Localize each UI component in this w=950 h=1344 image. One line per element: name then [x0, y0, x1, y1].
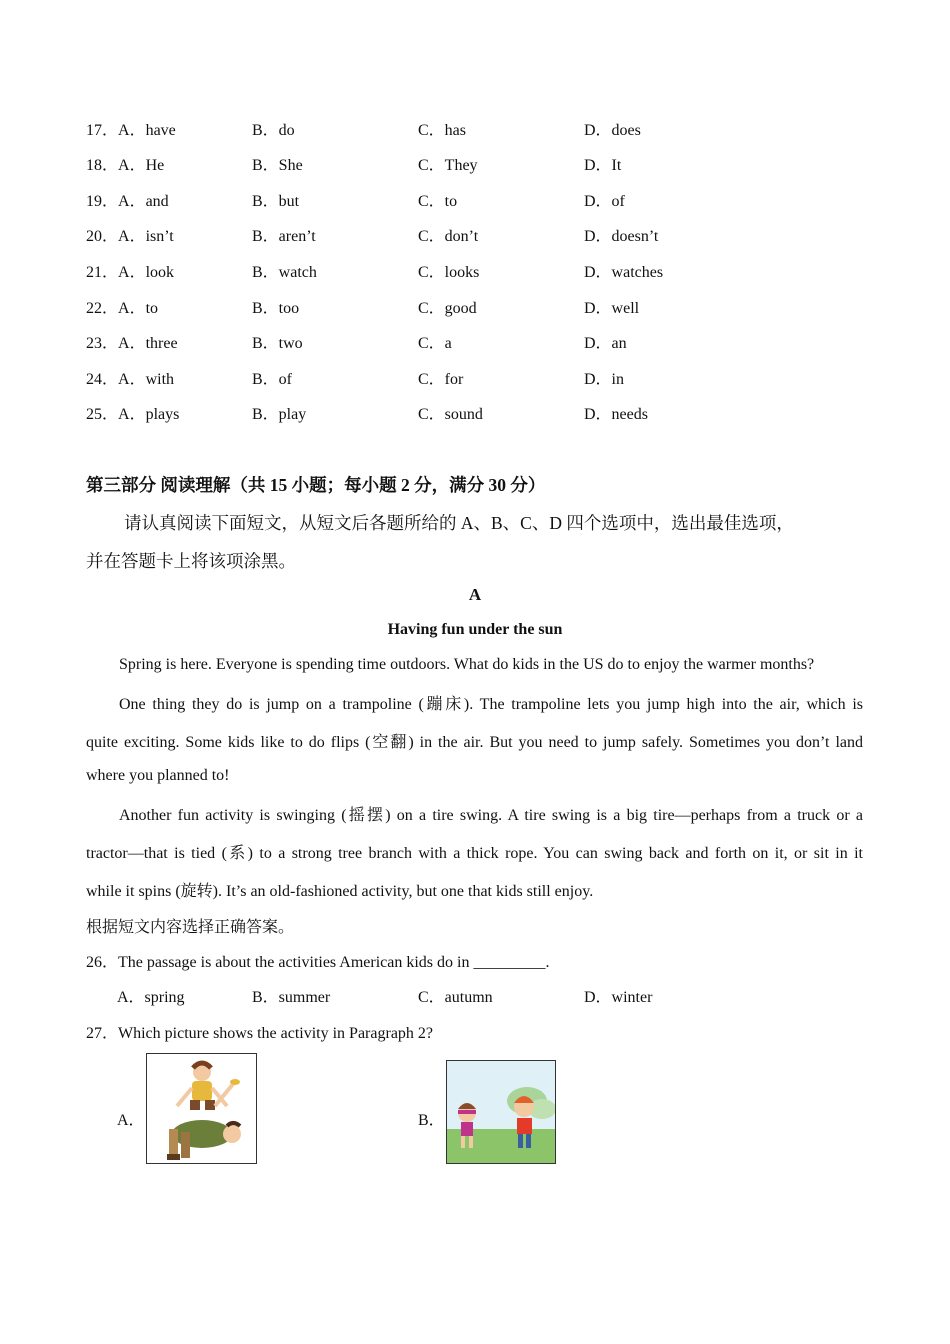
question-number: 21．A．look [86, 264, 175, 281]
option-row-21 [0, 259, 950, 281]
option-row-23 [0, 330, 950, 352]
option-c: C．good [418, 300, 477, 317]
option-c: C．sound [418, 406, 483, 423]
option-row-19 [0, 188, 950, 210]
passage-line-4: where you planned to! [86, 767, 230, 784]
passage-title: Having fun under the sun [387, 621, 563, 638]
option-b: B．do [252, 122, 295, 139]
option-d: D．well [584, 300, 640, 317]
option-b: B．but [252, 193, 300, 210]
passage-line-2: One thing they do is jump on a trampoline (蹦床). The trampoline lets you jump high into the air, which is [119, 696, 863, 713]
passage-letter: A [468, 585, 482, 604]
q26-option-b: B．summer [252, 989, 331, 1006]
q26-option-c: C．autumn [418, 989, 493, 1006]
option-d: D．an [584, 335, 627, 352]
question-number: 25．A．plays [86, 406, 180, 423]
option-c: C．a [418, 335, 452, 352]
option-d: D．needs [584, 406, 648, 423]
passage-line-7: while it spins (旋转). It’s an old-fashioned activity, but one that kids still enjoy. [86, 883, 594, 900]
option-b: B．She [252, 157, 303, 174]
option-c: C．don’t [418, 228, 479, 245]
question-number: 17．A．have [86, 122, 176, 139]
option-d: D．doesn’t [584, 228, 659, 245]
section-instruction-line2: 并在答题卡上将该项涂黑。 [86, 551, 296, 571]
passage-line-5: Another fun activity is swinging (摇摆) on a tire swing. A tire swing is a big tire—perhaps from a truck or a [119, 807, 863, 824]
option-d: D．of [584, 193, 625, 210]
q27-option-b-label: B． [418, 1112, 445, 1129]
option-b: B．play [252, 406, 307, 423]
passage-line-6: tractor—that is tied (系) to a strong tree branch with a thick rope. You can swing back and forth on it, or sit in it [86, 845, 863, 862]
q27-picture-a [146, 1053, 257, 1164]
q26-options [0, 984, 950, 1006]
question-number: 19．A．and [86, 193, 169, 210]
blindfold-game-illustration [447, 1061, 555, 1163]
passage-line-1: Spring is here. Everyone is spending time outdoors. What do kids in the US do to enjoy the warmer months? [119, 656, 815, 673]
option-c: C．for [418, 371, 464, 388]
option-c: C．looks [418, 264, 480, 281]
option-row-24 [0, 366, 950, 388]
leapfrog-illustration [147, 1054, 256, 1163]
option-c: C．to [418, 193, 458, 210]
option-c: C．has [418, 122, 467, 139]
option-row-25 [0, 401, 950, 423]
q27-stem: 27．Which picture shows the activity in Paragraph 2? [86, 1025, 434, 1042]
option-d: D．does [584, 122, 641, 139]
question-number: 23．A．three [86, 335, 178, 352]
q26-option-d: D．winter [584, 989, 653, 1006]
option-b: B．of [252, 371, 293, 388]
question-number: 24．A．with [86, 371, 175, 388]
q27-option-a-label: A． [117, 1112, 145, 1129]
q27-picture-b [446, 1060, 556, 1164]
option-b: B．aren’t [252, 228, 316, 245]
option-row-17 [0, 117, 950, 139]
passage-line-3: quite exciting. Some kids like to do flips (空翻) in the air. But you need to jump safely. Sometimes you don’t land [86, 734, 863, 751]
option-d: D．watches [584, 264, 664, 281]
question-number: 18．A．He [86, 157, 165, 174]
q26-stem: 26．The passage is about the activities American kids do in _________. [86, 954, 550, 971]
option-row-22 [0, 295, 950, 317]
option-c: C．They [418, 157, 478, 174]
section-instruction-line1: 请认真阅读下面短文，从短文后各题所给的 A、B、C、D 四个选项中，选出最佳选项， [124, 513, 794, 533]
option-b: B．two [252, 335, 303, 352]
option-b: B．too [252, 300, 300, 317]
question-number: 20．A．isn’t [86, 228, 174, 245]
question-number: 22．A．to [86, 300, 159, 317]
q26-option-a: A．spring [117, 989, 185, 1006]
section-title: 第三部分 阅读理解（共 15 小题；每小题 2 分，满分 30 分） [86, 475, 546, 495]
option-row-18 [0, 152, 950, 174]
option-b: B．watch [252, 264, 317, 281]
option-d: D．in [584, 371, 625, 388]
option-d: D．It [584, 157, 622, 174]
passage-directions: 根据短文内容选择正确答案。 [86, 919, 295, 936]
option-row-20 [0, 223, 950, 245]
